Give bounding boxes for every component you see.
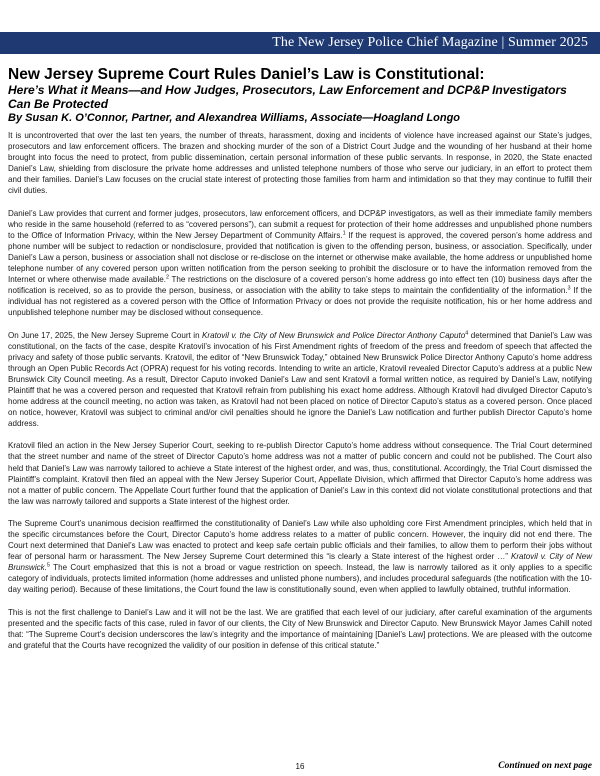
paragraph-1-text: It is uncontroverted that over the last ten years, the number of threats, harassment, doxing and incidents of violence have increased against our State’s judges, prosecutors and law enforcement officers. The brazen and shocking murder of the son of a District Court Judge and the wounding of her husband at their home brought into focus the need to protect, from public dissemination, certain personal information of these public servants. In response, in 2020, the State enacted Daniel’s Law, shielding from disclosure the private home addresses and unlisted telephone numbers of those who serve our judiciary, in an effort to protect them and their families. Daniel’s Law focuses on the crucial state interest of protecting those families from harm and intimidation so that they may continue to fulfill their civil duties. xyxy=(8,131,592,196)
article-header xyxy=(8,66,592,125)
article-title: New Jersey Supreme Court Rules Daniel’s Law is Constitutional: xyxy=(8,66,485,83)
paragraph-5-text-a: The Supreme Court’s unanimous decision reaffirmed the constitutionality of Daniel’s Law while also upholding core First Amendment principles, which held that in the specific circumstances before the Court, Director Caputo’s home address relates to a matter of public concern. However, the inquiry did not end there. The Court next determined that Daniel’s Law was enacted to protect and keep safe certain public officials and their families, to allow them to perform their jobs without fear of personal harm or harassment. The New Jersey Supreme Court determined this “is clearly a State interest of the highest order …” xyxy=(8,518,592,562)
paragraph-2-text-c: The restrictions on the disclosure of a covered person’s home address go into effect ten (10) business days after the notification is received, so as to provide the person, business, or association with the ability to take steps to maintain the confidentiality of the information. xyxy=(8,275,592,296)
magazine-banner xyxy=(0,32,600,54)
continued-link[interactable]: Continued on next page xyxy=(498,761,592,771)
footnote-ref-3: 3 xyxy=(567,285,571,292)
paragraph-6-text: This is not the first challenge to Daniel’s Law and it will not be the last. We are gratified that each level of our judiciary, after careful examination of the arguments presented and the specific facts of this case, ruled in favor of our clients, the City of New Brunswick and Director Caputo. New Brunswick Mayor James Cahill noted that: “The Supreme Court’s decision underscores the law’s integrity and the importance of maintaining [Daniel’s Law] protections. We are pleased with the outcome and grateful that the Courts have recognized the validity of our position in defense of this critical statute.” xyxy=(8,607,592,650)
paragraph-2-text-a: Daniel’s Law provides that current and former judges, prosecutors, law enforcement officers, and DCP&P investigators, as well as their immediate family members who reside in the same household (referred to as “covered persons”), can submit a request for protection of their home addresses and unpublished phone numbers to the Office of Information Privacy, within the New Jersey Department of Community Affairs. xyxy=(8,208,592,240)
article-subtitle: Here’s What it Means—and How Judges, Prosecutors, Law Enforcement and DCP&P Investigators Can Be Protected xyxy=(8,83,567,111)
article-byline: By Susan K. O’Connor, Partner, and Alexandrea Williams, Associate—Hoagland Longo xyxy=(8,112,461,124)
footnote-ref-1: 1 xyxy=(342,230,346,237)
case-citation-kratovil: Kratovil v. City of New Brunswick. xyxy=(8,552,593,573)
paragraph-2-text-d: If the individual has not registered as a covered person with the Office of Information Privacy or does not provide the requisite notification, his or her home address and unpublished telephone number may be disclosed without consequence. xyxy=(8,286,592,318)
paragraph-4 xyxy=(8,440,592,507)
magazine-banner-text: The New Jersey Police Chief Magazine | Summer 2025 xyxy=(272,35,588,50)
paragraph-3 xyxy=(8,330,592,430)
paragraph-3-text-b: determined that Daniel’s Law was constitutional, on the facts of the case, despite Kratovil’s invocation of his First Amendment rights of freedom of the press and freedom of speech that affected the privacy and safety of those public servants. Kratovil, the editor of “New Brunswick Today,” obtained New Brunswick Police Director Anthony Caputo’s home address through an Open Public Records Act (OPRA) request for his voting records. Intending to write an article, Kratovil revealed Director Caputo’s address at a public New Brunswick City Council meeting. As a result, Director Caputo invoked Daniel’s Law and sent Kratovil a formal written notice, as required by Daniel’s Law, notifying Plaintiff that he was a covered person and requested that Kratovil refrain from publishing his exact home address. Although Kratovil had divulged Director Caputo’s home address at the council meeting, no action was taken, as Kratovil had not been placed on notice of Director Caputo’s status as a covered person. Once placed on notice, however, Kratovil was subject to criminal and/or civil penalties should he ignore the Daniel’s Law notification and further publish Director Caputo’s home address. xyxy=(8,330,592,429)
article-body xyxy=(8,130,592,662)
paragraph-5 xyxy=(8,518,592,596)
paragraph-2 xyxy=(8,208,592,319)
paragraph-3-text-a: On June 17, 2025, the New Jersey Supreme Court in xyxy=(8,330,203,340)
paragraph-4-text: Kratovil filed an action in the New Jersey Superior Court, seeking to re-publish Director Caputo’s home address without consequence. The Trial Court determined that the street number and name of the street of Director Caputo’s home address was not a matter of public concern and could not be published. The Court also held that Daniel’s Law was narrowly tailored to achieve a State interest of the highest order, and was, thus, constitutional. Accordingly, the Trial Court dismissed the Plaintiff’s complaint. Kratovil then filed an appeal with the New Jersey Superior Court, Appellate Division, which affirmed that Director Caputo’s home address was not a matter of public concern. The Appellate Court further found that the application of Daniel’s Law in this context did not violate constitutional protections and that the law was narrowly tailored and supports a State interest of the highest order. xyxy=(8,441,592,506)
page-number: 16 xyxy=(295,762,305,771)
paragraph-6 xyxy=(8,607,592,651)
footnote-ref-4: 4 xyxy=(465,329,469,336)
paragraph-5-text-b: The Court emphasized that this is not a broad or vague restriction on speech. Instead, the law is narrowly tailored as it only applies to a specific category of individuals, protects limited information (home addresses and unlisted phone numbers), and includes procedural safeguards (the notification with the 10-day waiting period). Because of these limitations, the Court found the law is constitutionally sound, even when applied to lawfully obtained, truthful information. xyxy=(8,563,592,595)
footnote-ref-5: 5 xyxy=(46,562,50,569)
page-footer xyxy=(0,760,600,774)
case-name-kratovil: Kratovil v. the City of New Brunswick and Police Director Anthony Caputo xyxy=(202,330,466,340)
paragraph-1 xyxy=(8,130,592,197)
paragraph-2-text-b: If the request is approved, the covered person’s home address and phone number will be subject to redaction or nondisclosure, provided that notification is given to the offending person, business, or association. Specifically, under Daniel’s Law a person, business or association shall not disclose or re-disclose on the internet or otherwise make available, the home address or unpublished home telephone number of any covered person upon written notification from the person seeking to prohibit the disclosure or to have the information removed from the Internet or where otherwise made available. xyxy=(8,230,592,285)
footnote-ref-2: 2 xyxy=(165,274,170,281)
